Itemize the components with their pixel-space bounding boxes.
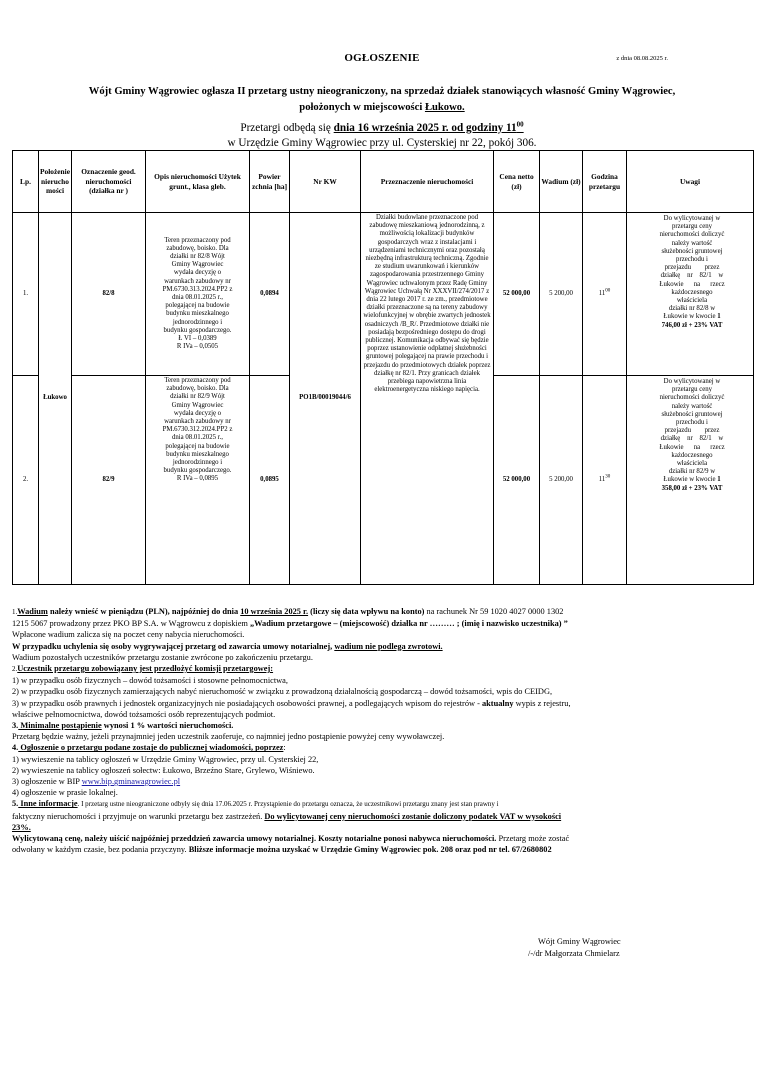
note-3-line-2: Przetarg będzie ważny, jeżeli przynajmniej jeden uczestnik zaoferuje, co najmniej jedno postąpienie powyżej ceny wywoławczej.: [12, 732, 445, 742]
note-6-line-1: [12, 833, 754, 844]
heading-line-1: Wójt Gminy Wągrowiec ogłasza II przetarg ustny nieograniczony, na sprzedaż działek stanowiących własność Gminy Wągrowiec,: [88, 86, 676, 97]
note-2-title: [12, 663, 754, 675]
uwagi-line: należy wartość: [671, 239, 713, 247]
heading-location: Łukowo.: [424, 102, 465, 113]
announcement-date: z dnia 08.08.2025 r.: [616, 55, 668, 62]
uwagi-amount: 746,00 zł + 23% VAT: [661, 321, 723, 329]
note-1-keyword: Wadium: [17, 607, 48, 616]
location-cell: Łukowo: [39, 213, 72, 585]
opis-line: dnia 08.01.2025 r.,: [172, 434, 223, 442]
row-lp: 2.: [13, 376, 39, 585]
uwagi-line: Łukowie na rzecz: [659, 280, 725, 288]
note-4-line-2: 2) wywieszenie na tablicy ogłoszeń sołectw: Łukowo, Brzeźno Stare, Grylewo, Wiśniewo.: [12, 765, 315, 775]
opis-line: R IVa – 0,0895: [176, 475, 219, 483]
opis-line: Gminy Wągrowiec: [171, 401, 224, 409]
col-kw: Nr KW: [290, 151, 361, 213]
opis-line: działki nr 82/9 Wójt: [170, 393, 225, 401]
row-dzialka: 82/8: [72, 213, 146, 376]
note-text: aktualny: [481, 698, 514, 708]
row-godzina: [583, 376, 627, 585]
uwagi-line: służebności gruntowej: [661, 410, 723, 418]
note-text: „Wadium przetargowe – (miejscowość) działka nr ……… ; (imię i nazwisko uczestnika) ”: [250, 619, 568, 629]
uwagi-line: Łukowie na rzecz: [659, 443, 725, 451]
note-number: 1.: [12, 608, 18, 616]
note-text: Inne informacje: [18, 799, 78, 809]
opis-line: budynku gospodarczego.: [163, 326, 232, 334]
opis-line: dnia 08.01.2025 r.,: [172, 294, 223, 301]
note-5-line-2: [12, 811, 754, 822]
opis-line: wydała decyzję o: [173, 269, 222, 277]
col-uwagi: Uwagi: [627, 151, 754, 213]
row-lp: 1.: [13, 213, 39, 376]
note-text: należy wnieść w pieniądzu (PLN), najpóźniej do dnia: [47, 607, 241, 616]
godzina-minutes: 30: [605, 474, 611, 480]
uwagi-line: należy wartość: [671, 402, 713, 410]
row-cena: 52 000,00: [494, 376, 540, 585]
signature-name: /-/dr Małgorzata Chmielarz: [528, 949, 620, 958]
uwagi-line: działkę nr 82/1 w: [660, 435, 724, 443]
col-lp: Lp.: [13, 151, 39, 213]
note-text: odwołany w każdym czasie, bez podania przyczyny.: [12, 845, 189, 855]
note-text: :: [283, 743, 286, 753]
col-powierzchnia: Powier zchnia [ha]: [250, 151, 290, 213]
col-oznaczenie: Oznaczenie geod. nieruchomości (działka nr ): [72, 151, 146, 213]
note-deadline: 10 września 2025 r.: [240, 607, 309, 616]
note-text: 1215 5067 prowadzony przez PKO BP S.A. w Wągrowcu z dopiskiem: [12, 619, 250, 629]
row-cena: 52 000,00: [494, 213, 540, 376]
uwagi-line: właściciela: [676, 297, 708, 305]
auction-date: [334, 122, 524, 134]
row-opis: [146, 376, 250, 585]
note-text: Przetarg może zostać: [496, 834, 570, 844]
note-text: Uczestnik przetargu zobowiązany jest przedłożyć komisji przetargowej:: [17, 664, 274, 674]
opis-line: budynku mieszkalnego: [166, 310, 229, 318]
note-text: Minimalne postąpienie: [18, 721, 102, 731]
note-text: Do wylicytowanej ceny nieruchomości zostanie doliczony podatek VAT w wysokości: [264, 811, 562, 821]
opis-line: polegającej na budowie: [165, 442, 230, 450]
note-4-line-3: [12, 776, 754, 787]
auction-date-text: dnia 16 września 2025 r. od godziny 11: [333, 122, 517, 134]
note-text: . I przetarg ustne nieograniczone odbyły się dnia 17.06.2025 r. Przystąpienie do przetargu oznacza, że uczestnikowi przetargu znany jest stan prawny i: [77, 800, 499, 809]
opis-line: polegającej na budowie: [165, 302, 230, 310]
row-dzialka: 82/9: [72, 376, 146, 585]
uwagi-line: nieruchomości doliczyć: [659, 394, 725, 402]
przeznaczenie-cell: Działki budowlane przeznaczone pod zabudowę mieszkaniową jednorodzinną, z możliwością lokalizacji budynków gospodarczych wraz z instalacjami i urządzeniami technicznymi oraz pozostałą niezbędną infrastrukturą techniczną. Zgodnie ze studium uwarunkowań i kierunków zagospodarowania przestrzennego Gminy Wągrowiec uchwalonym przez Radę Gminy Wągrowiec Uchwałą Nr XXXVII/274/2017 z dnia 22 lutego 2017 r. ze zm., przedmiotowe działki przeznaczone są na tereny zabudowy wielofunkcyjnej w obrębie zwartych jednostek osadniczych /B_R/. Przedmiotowe działki nie posiadają bezpośredniego dostępu do drogi publicznej. Komunikacja odbywać się będzie poprzez ustanowienie odpłatnej służebności gruntowej polegającej na prawie przechodu i przejazdu do przedmiotowych działek poprzez działkę nr 82/1. Przy granicach działek przebiega napowietrzna linia elektroenergetyczna niskiego napięcia.: [361, 213, 494, 585]
note-text: faktyczny nieruchomości i przyjmuje on warunki przetargu bez zastrzeżeń.: [12, 811, 265, 821]
note-6-line-2: [12, 844, 754, 855]
uwagi-line: Do wylicytowanej w: [663, 215, 721, 222]
uwagi-amount-line: [635, 313, 749, 321]
uwagi-amount-line: [635, 476, 749, 484]
opis-line: wydała decyzję o: [173, 409, 222, 417]
property-table: [12, 150, 754, 585]
opis-line: zabudowę, boisko. Dla: [166, 385, 229, 393]
uwagi-line: nieruchomości doliczyć: [659, 231, 725, 239]
col-polozenie: Położenie nierucho mości: [39, 151, 72, 213]
row-godzina: [583, 213, 627, 376]
godzina-hour: 11: [598, 475, 606, 483]
uwagi-line: przetargu ceny: [671, 386, 713, 394]
uwagi-line: każdoczesnego: [671, 451, 713, 459]
uwagi-line: przechodu i: [676, 256, 708, 264]
bip-link[interactable]: www.bip.gminawagrowiec.pl: [81, 777, 181, 787]
uwagi-line: właściciela: [676, 460, 708, 468]
note-text: Wylicytowaną cenę, należy uiścić najpóźniej przeddzień zawarcia umowy notarialnej. Koszty notarialne ponosi nabywca nieruchomości.: [12, 834, 497, 844]
uwagi-line: przejazdu przez: [664, 264, 720, 272]
note-text: (liczy się data wpływu na konto): [308, 607, 425, 616]
opis-line: jednorodzinnego i: [172, 318, 223, 326]
note-5-line-3: 23%.: [12, 822, 31, 832]
row-wadium: 5 200,00: [540, 376, 583, 585]
uwagi-amount: 1: [717, 476, 721, 484]
heading-line-2: położonych w miejscowości: [299, 102, 425, 113]
terms-section: [12, 606, 754, 855]
note-text: Ogłoszenie o przetargu podane zostaje do publicznej wiadomości, poprzez: [18, 743, 284, 753]
note-2-line-4: właściwe pełnomocnictwa, dowód tożsamości osób reprezentujących podmiot.: [12, 709, 276, 719]
note-1-line-2: [12, 618, 754, 629]
col-opis: Opis nieruchomości Użytek grunt., klasa gleb.: [146, 151, 250, 213]
opis-line: warunkach zabudowy nr: [164, 418, 231, 426]
note-number: 3.: [12, 721, 19, 731]
note-4-line-1: 1) wywieszenie na tablicy ogłoszeń w Urzędzie Gminy Wągrowiec, przy ul. Cysterskiej 22,: [12, 754, 319, 764]
col-wadium: Wadium (zł): [540, 151, 583, 213]
col-cena: Cena netto (zł): [494, 151, 540, 213]
note-2-line-2: 2) w przypadku osób fizycznych zamierzających nabyć nieruchomość w związku z prowadzoną działalnością gospodarczą – dowód tożsamości, wpis do CEIDG,: [12, 687, 553, 697]
opis-line: R IVa – 0,0505: [176, 343, 219, 351]
note-1-line-1: [12, 606, 754, 618]
opis-line: budynku mieszkalnego: [166, 450, 229, 458]
note-text: wadium nie podlega zwrotowi.: [334, 641, 443, 651]
auction-date-info: [20, 121, 744, 151]
auction-place: w Urzędzie Gminy Wągrowiec przy ul. Cysterskiej nr 22, pokój 306.: [227, 137, 537, 149]
note-2-line-3: [12, 698, 754, 709]
note-text: W przypadku uchylenia się osoby wygrywającej przetarg od zawarcia umowy notarialnej,: [12, 641, 335, 651]
opis-line: Ł VI – 0,0389: [178, 335, 217, 343]
uwagi-line: Łukowie w kwocie: [663, 476, 716, 484]
note-4-line-4: 4) ogłoszenie w prasie lokalnej.: [12, 788, 118, 798]
uwagi-line: Łukowie w kwocie: [663, 313, 716, 321]
page-title: OGŁOSZENIE: [344, 52, 420, 64]
note-3-title: [12, 720, 754, 731]
kw-cell: PO1B/00019044/6: [290, 213, 361, 585]
note-number: 4.: [12, 743, 19, 753]
table-header-row: [13, 151, 754, 213]
uwagi-amount: 358,00 zł + 23% VAT: [661, 484, 723, 492]
uwagi-line: Do wylicytowanej w: [663, 378, 721, 385]
note-text: 3) ogłoszenie w BIP: [12, 777, 82, 787]
note-1-line-3: Wpłacone wadium zalicza się na poczet ceny nabycia nieruchomości.: [12, 630, 245, 640]
uwagi-line: każdoczesnego: [671, 288, 713, 296]
note-1-line-4: [12, 641, 754, 652]
opis-line: budynku gospodarczego.: [163, 467, 232, 475]
opis-line: zabudowę, boisko. Dla: [166, 244, 229, 252]
note-text: wypis z rejestru,: [513, 698, 571, 708]
note-1-line-5: Wadium pozostałych uczestników przetargu zostanie zwrócone po zakończeniu przetargu.: [12, 652, 313, 662]
opis-line: Teren przeznaczony pod: [164, 236, 231, 244]
opis-line: warunkach zabudowy nr: [164, 277, 231, 285]
row-opis: [146, 213, 250, 376]
godzina-minutes: 00: [605, 288, 611, 294]
opis-line: Teren przeznaczony pod: [164, 377, 231, 384]
note-4-title: [12, 742, 754, 753]
note-text: Bliższe informacje można uzyskać w Urzędzie Gminy Wągrowiec pok. 208 oraz pod nr tel. 67/2680802: [188, 845, 552, 855]
note-number: 2.: [12, 665, 18, 674]
col-godzina: Godzina przetargu: [583, 151, 627, 213]
uwagi-line: działki nr 82/8 w: [668, 305, 716, 313]
uwagi-line: działki nr 82/9 w: [668, 468, 716, 476]
note-text: na rachunek Nr 59 1020 4027 0000 1302: [424, 607, 564, 616]
col-przeznaczenie: Przeznaczenie nieruchomości: [361, 151, 494, 213]
opis-line: działki nr 82/8 Wójt: [170, 252, 225, 260]
announcement-heading: [40, 84, 724, 116]
auction-hour-sup: 00: [516, 120, 524, 129]
uwagi-amount: 1: [717, 313, 721, 321]
uwagi-line: służebności gruntowej: [661, 247, 723, 255]
row-uwagi: [627, 376, 754, 585]
row-powierzchnia: 0,0894: [250, 213, 290, 376]
table-row: [13, 213, 754, 376]
godzina-hour: 11: [598, 289, 606, 297]
uwagi-line: przejazdu przez: [664, 427, 720, 435]
row-powierzchnia: 0,0895: [250, 376, 290, 585]
note-5-title: [12, 798, 754, 810]
note-number: 5.: [12, 799, 19, 809]
note-2-line-1: 1) w przypadku osób fizycznych – dowód tożsamości i stosowne pełnomocnictwa,: [12, 676, 288, 686]
opis-line: Gminy Wągrowiec: [171, 261, 224, 269]
note-text: wynosi 1 % wartości nieruchomości.: [101, 721, 234, 731]
row-uwagi: [627, 213, 754, 376]
opis-line: jednorodzinnego i: [172, 459, 223, 467]
opis-line: PM.6730.313.2024.PP2 z: [162, 285, 233, 293]
opis-line: PM.6730.312.2024.PP2 z: [162, 426, 233, 434]
row-wadium: 5 200,00: [540, 213, 583, 376]
uwagi-line: działkę nr 82/1 w: [660, 272, 724, 280]
note-text: 3) w przypadku osób prawnych i jednostek organizacyjnych nie posiadających osobowości prawnej, a podlegających wpisom do rejestrów -: [12, 698, 482, 708]
signature-title: Wójt Gminy Wągrowiec: [538, 937, 621, 946]
uwagi-line: przechodu i: [676, 419, 708, 427]
uwagi-line: przetargu ceny: [671, 223, 713, 231]
auction-intro: Przetargi odbędą się: [240, 122, 334, 134]
